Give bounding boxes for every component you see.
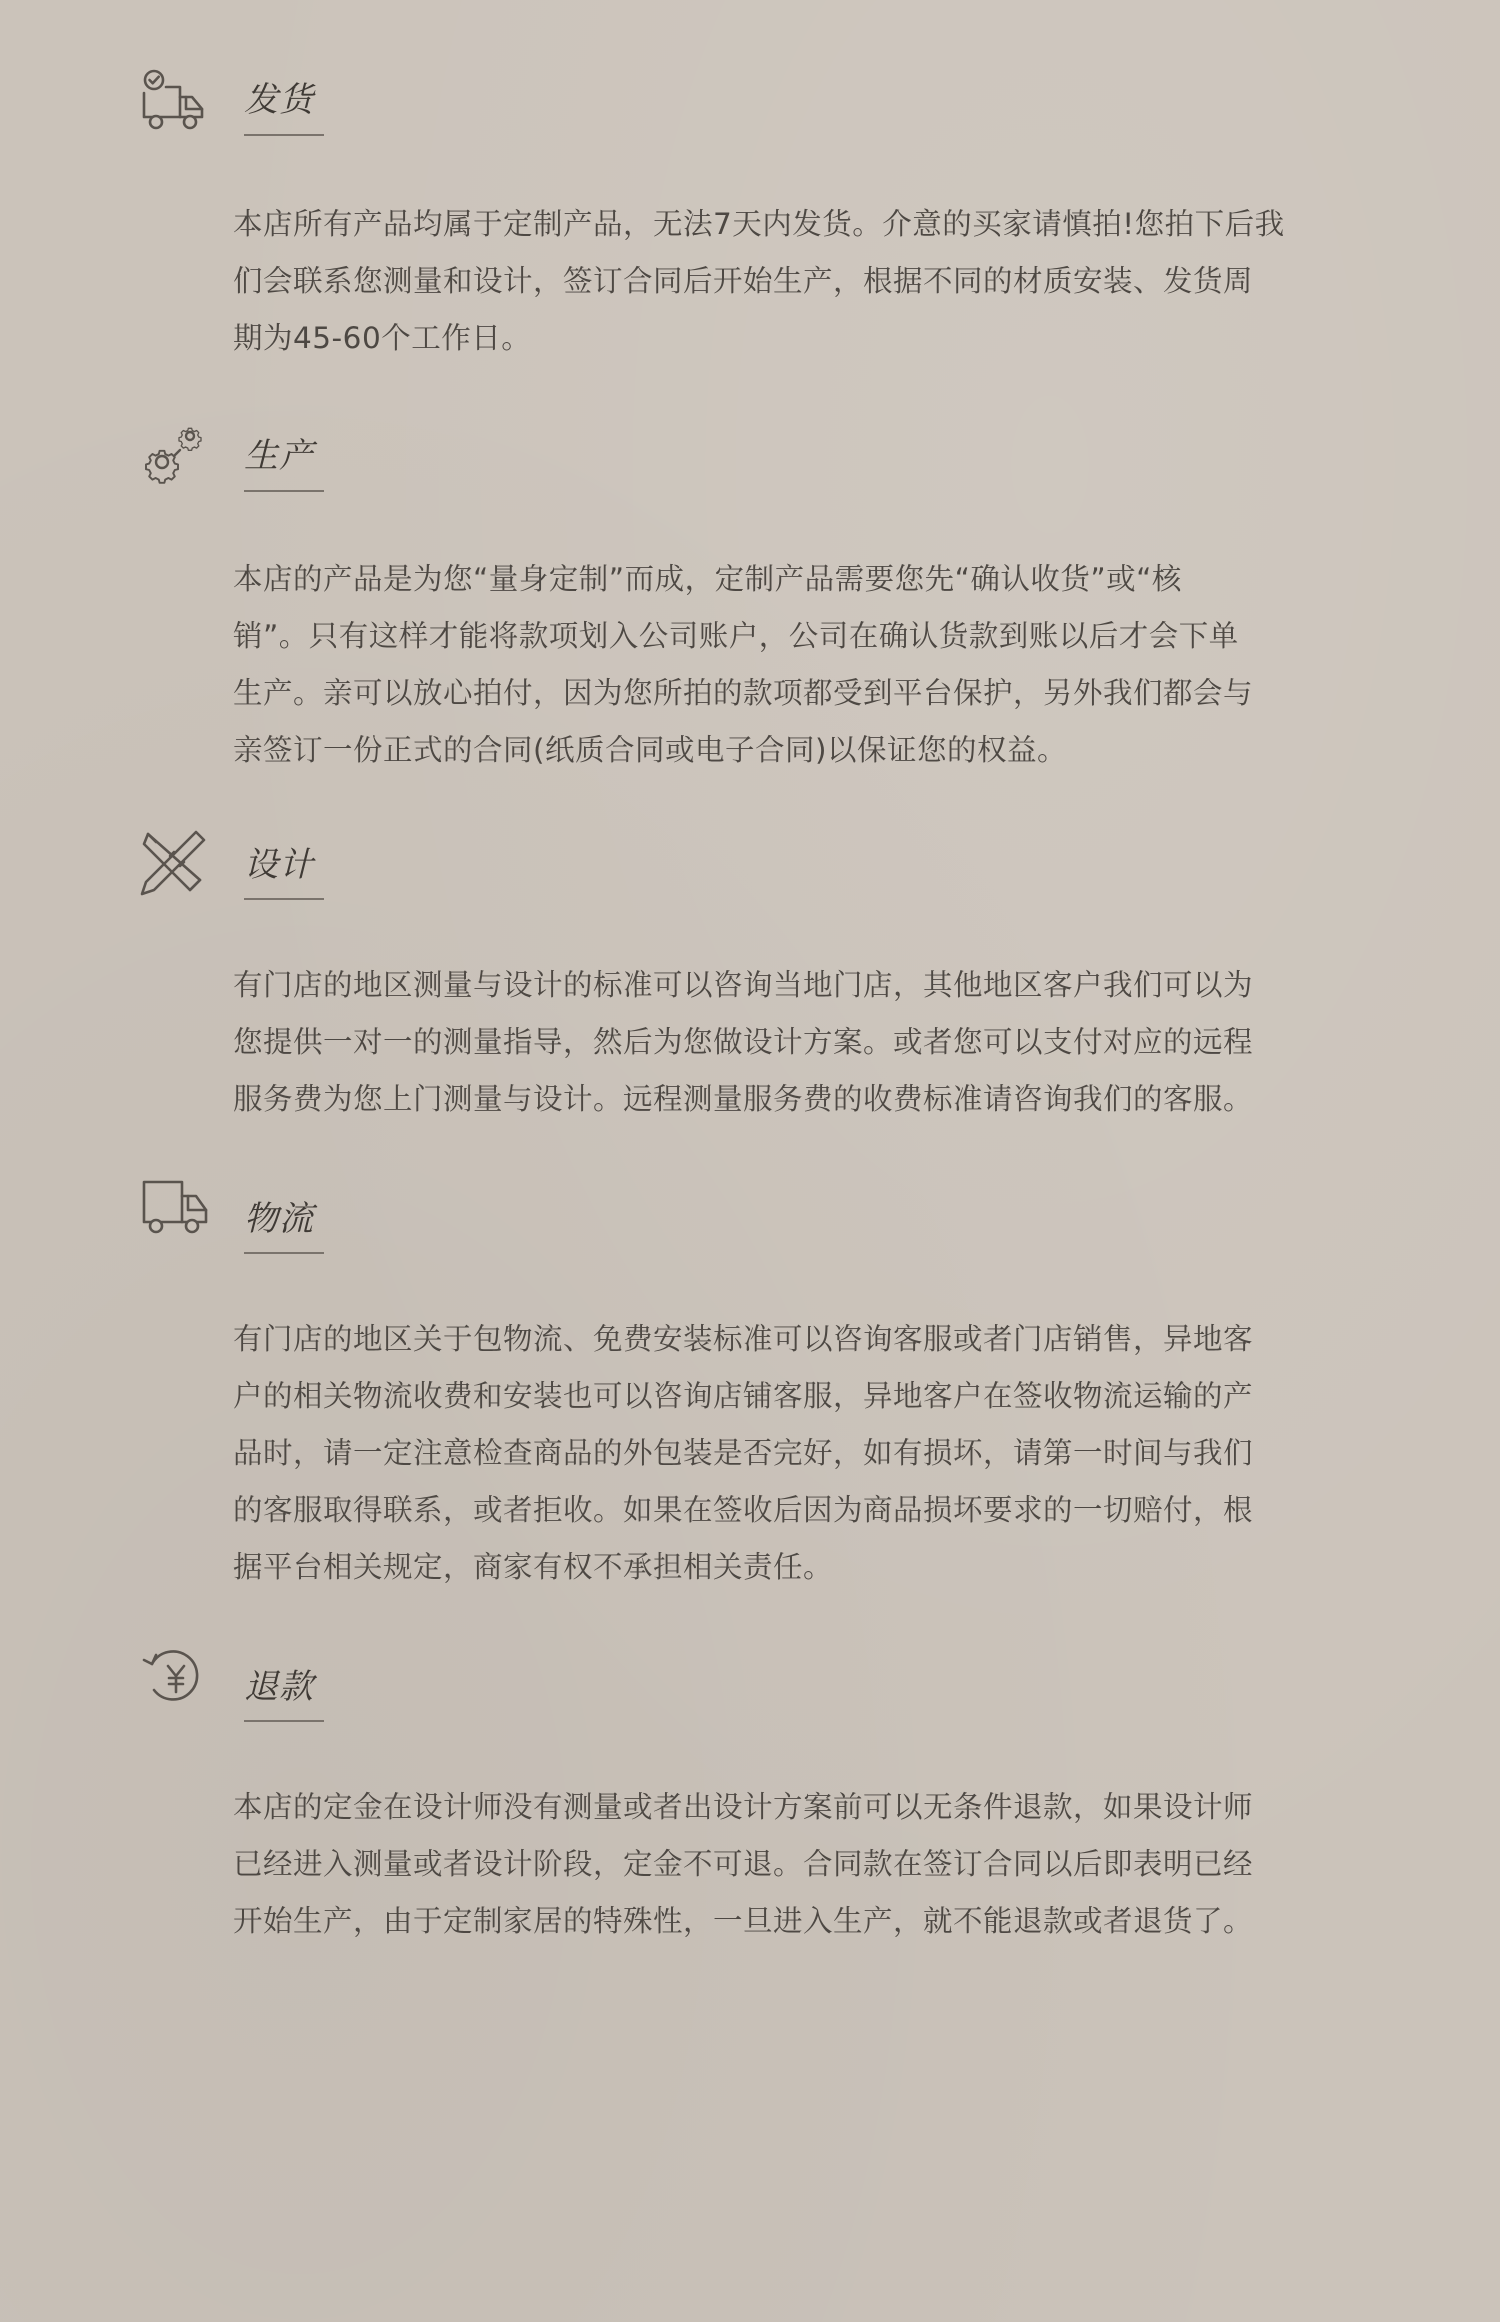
body-line: 服务费为您上门测量与设计。远程测量服务费的收费标准请咨询我们的客服。 <box>233 1082 1254 1116</box>
section-title: 生产 <box>244 436 314 476</box>
title-underline <box>244 898 324 900</box>
body-line: 的客服取得联系，或者拒收。如果在签收后因为商品损坏要求的一切赔付，根 <box>233 1493 1254 1527</box>
body-line: 销”。只有这样才能将款项划入公司账户，公司在确认货款到账以后才会下单 <box>233 619 1239 653</box>
body-line: 据平台相关规定，商家有权不承担相关责任。 <box>233 1550 834 1584</box>
section-body <box>233 1311 1363 1596</box>
body-line: 户的相关物流收费和安装也可以咨询店铺客服，异地客户在签收物流运输的产 <box>233 1379 1254 1413</box>
body-line: 有门店的地区测量与设计的标准可以咨询当地门店，其他地区客户我们可以为 <box>233 968 1254 1002</box>
body-line: 们会联系您测量和设计，签订合同后开始生产，根据不同的材质安装、发货周 <box>233 264 1254 298</box>
body-line: 本店所有产品均属于定制产品，无法7天内发货。介意的买家请慎拍!您拍下后我 <box>233 207 1285 241</box>
body-line: 亲签订一份正式的合同(纸质合同或电子合同)以保证您的权益。 <box>233 733 1068 767</box>
body-line: 本店的产品是为您“量身定制”而成，定制产品需要您先“确认收货”或“核 <box>233 562 1182 596</box>
section-title: 退款 <box>244 1667 314 1707</box>
body-line: 您提供一对一的测量指导，然后为您做设计方案。或者您可以支付对应的远程 <box>233 1025 1254 1059</box>
delivery-truck-check-icon <box>140 66 210 136</box>
section-title: 物流 <box>244 1199 314 1239</box>
body-line: 本店的定金在设计师没有测量或者出设计方案前可以无条件退款，如果设计师 <box>233 1790 1254 1824</box>
body-line: 已经进入测量或者设计阶段，定金不可退。合同款在签订合同以后即表明已经 <box>233 1847 1254 1881</box>
title-underline <box>244 1720 324 1722</box>
section-body <box>233 196 1363 367</box>
body-line: 品时，请一定注意检查商品的外包装是否完好，如有损坏，请第一时间与我们 <box>233 1436 1254 1470</box>
body-line: 开始生产，由于定制家居的特殊性，一旦进入生产，就不能退款或者退货了。 <box>233 1904 1254 1938</box>
section-body <box>233 1779 1363 1950</box>
section-title: 发货 <box>244 80 314 120</box>
title-underline <box>244 134 324 136</box>
title-underline <box>244 1252 324 1254</box>
section-body <box>233 957 1363 1128</box>
body-line: 有门店的地区关于包物流、免费安装标准可以咨询客服或者门店销售，异地客 <box>233 1322 1254 1356</box>
gears-icon <box>140 420 210 490</box>
pencil-ruler-icon <box>140 826 210 896</box>
title-underline <box>244 490 324 492</box>
truck-icon <box>140 1176 210 1246</box>
body-line: 期为45-60个工作日。 <box>233 321 532 355</box>
yuan-refund-icon <box>140 1644 210 1714</box>
body-line: 生产。亲可以放心拍付，因为您所拍的款项都受到平台保护，另外我们都会与 <box>233 676 1254 710</box>
section-title: 设计 <box>244 845 314 885</box>
section-body <box>233 551 1363 779</box>
